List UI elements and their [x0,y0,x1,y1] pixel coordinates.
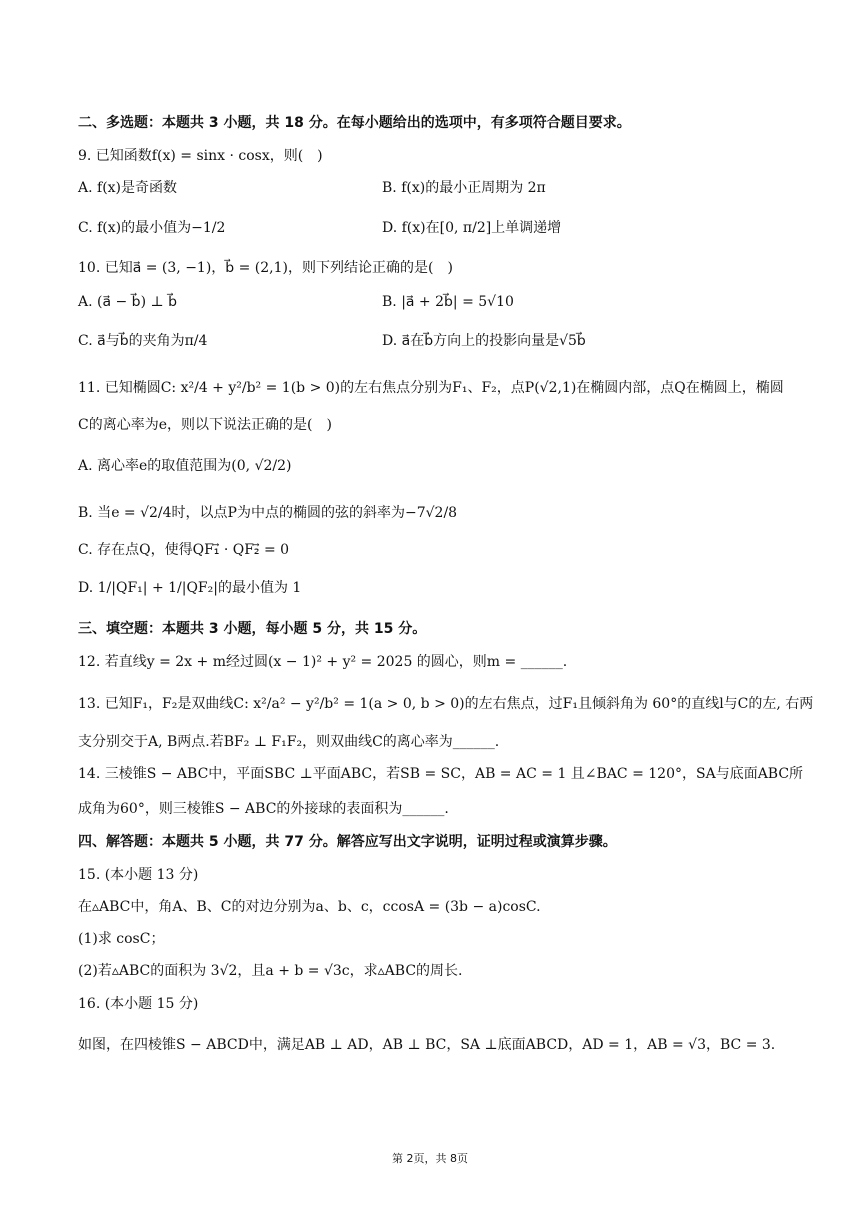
q16-title: 16. (本小题 15 分) [78,996,199,1012]
q10-option-b: B. |a⃗ + 2b⃗| = 5√10 [382,294,514,310]
section-4-heading: 四、解答题：本题共 5 小题，共 77 分。解答应写出文字说明，证明过程或演算步骤。 [78,834,617,850]
q9-option-d: D. f(x)在[0, π/2]上单调递增 [382,220,562,236]
q13-line1: 13. 已知F₁，F₂是双曲线C: x²/a² − y²/b² = 1(a > 0, b > 0)的左右焦点，过F₁且倾斜角为 60°的直线l与C的左, 右两 [78,696,814,712]
section-3-heading: 三、填空题：本题共 3 小题，每小题 5 分，共 15 分。 [78,621,427,637]
q15-part2: (2)若▵ABC的面积为 3√2，且a + b = √3c，求▵ABC的周长. [78,963,463,979]
q10-stem: 10. 已知a⃗ = (3, −1)，b⃗ = (2,1)，则下列结论正确的是( ) [78,260,453,276]
q11-option-c: C. 存在点Q，使得QF₁⃗ · QF₂⃗ = 0 [78,542,290,558]
q11-stem-line2: C的离心率为e，则以下说法正确的是( ) [78,417,332,433]
q9-option-b: B. f(x)的最小正周期为 2π [382,180,546,196]
page-footer: 第 2页，共 8页 [392,1152,468,1165]
q9-option-c: C. f(x)的最小值为−1/2 [78,220,226,236]
section-2-heading: 二、多选题：本题共 3 小题，共 18 分。在每小题给出的选项中，有多项符合题目要求。 [78,115,631,131]
q16-stem: 如图，在四棱锥S − ABCD中，满足AB ⊥ AD，AB ⊥ BC，SA ⊥底面ABCD，AD = 1，AB = √3，BC = 3. [78,1037,776,1053]
q15-part1: (1)求 cosC； [78,931,165,947]
q10-option-a: A. (a⃗ − b⃗) ⊥ b⃗ [78,294,177,310]
q15-stem: 在▵ABC中，角A、B、C的对边分别为a、b、c，ccosA = (3b − a)cosC. [78,899,541,915]
q14-line2: 成角为60°，则三棱锥S − ABC的外接球的表面积为______. [78,801,449,817]
q10-option-c: C. a⃗与b⃗的夹角为π/4 [78,333,208,349]
q9-option-a: A. f(x)是奇函数 [78,180,178,196]
q11-option-a: A. 离心率e的取值范围为(0, √2/2) [78,458,292,474]
q11-option-b: B. 当e = √2/4时，以点P为中点的椭圆的弦的斜率为−7√2/8 [78,505,458,521]
q14-line1: 14. 三棱锥S − ABC中，平面SBC ⊥平面ABC，若SB = SC，AB = AC = 1 且∠BAC = 120°，SA与底面ABC所 [78,766,804,782]
q9-stem: 9. 已知函数f(x) = sinx · cosx，则( ) [78,148,323,164]
q15-title: 15. (本小题 13 分) [78,867,199,883]
q10-option-d: D. a⃗在b⃗方向上的投影向量是√5b⃗ [382,333,586,349]
q12-text: 12. 若直线y = 2x + m经过圆(x − 1)² + y² = 2025 的圆心，则m = ______. [78,654,568,670]
q11-option-d: D. 1/|QF₁| + 1/|QF₂|的最小值为 1 [78,580,302,596]
q13-line2: 支分别交于A, B两点.若BF₂ ⊥ F₁F₂，则双曲线C的离心率为______. [78,734,500,750]
q11-stem-line1: 11. 已知椭圆C: x²/4 + y²/b² = 1(b > 0)的左右焦点分别为F₁、F₂，点P(√2,1)在椭圆内部，点Q在椭圆上，椭圆 [78,380,784,396]
